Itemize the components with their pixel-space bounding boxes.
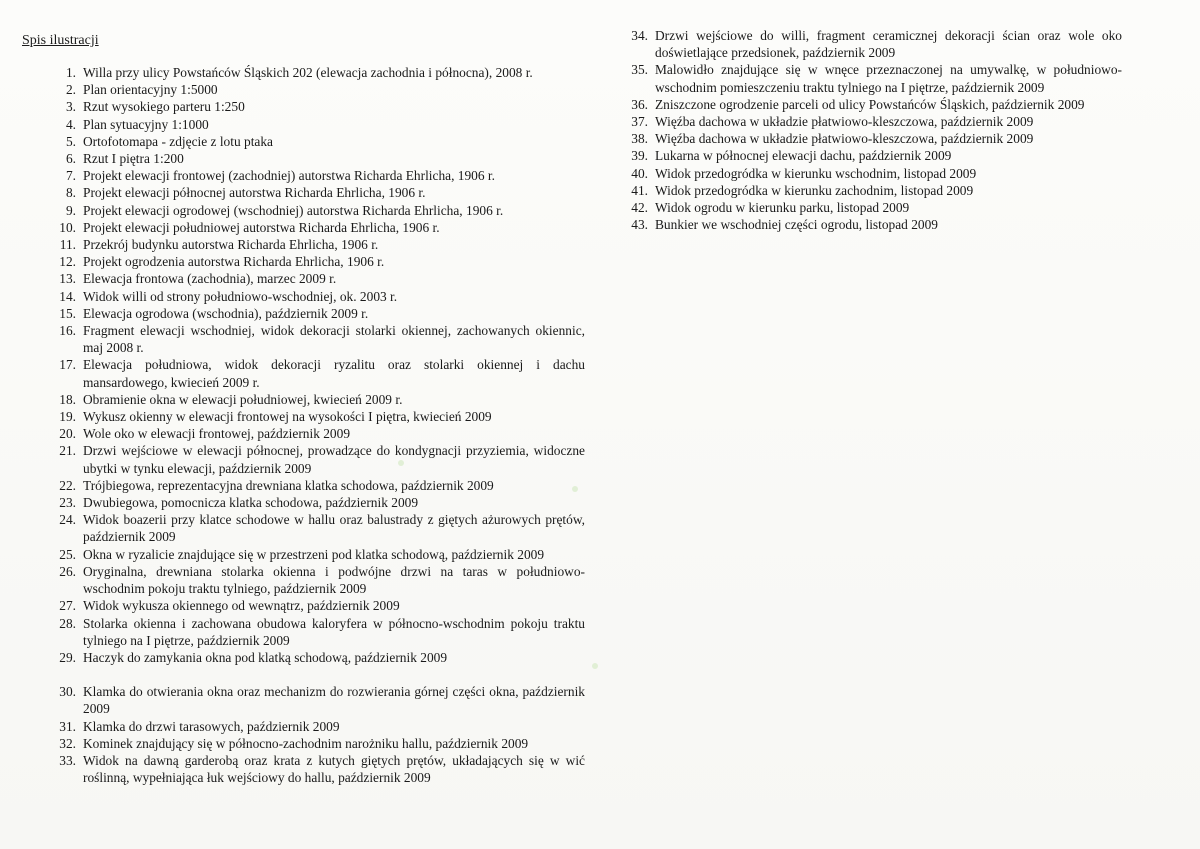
item-number: 23. — [59, 495, 76, 511]
list-item — [612, 199, 1122, 216]
list-item — [40, 718, 585, 735]
item-number: 2. — [65, 82, 76, 98]
list-item — [40, 133, 585, 150]
item-number: 38. — [631, 131, 648, 147]
list-item — [40, 305, 585, 322]
list-item — [40, 253, 585, 270]
item-caption: Widok boazerii przy klatce schodowe w hallu oraz balustrady z giętych ażurowych prętów, październik 2009 — [83, 512, 585, 545]
item-caption: Malowidło znajdujące się w wnęce przeznaczonej na umywalkę, w południowo-wschodnim pomieszczeniu traktu tylniego na I piętrze, październik 2009 — [655, 62, 1122, 95]
list-item — [40, 219, 585, 236]
list-item — [40, 477, 585, 494]
item-number: 27. — [59, 598, 76, 614]
item-caption: Elewacja południowa, widok dekoracji ryzalitu oraz stolarki okiennej i dachu mansardowego, kwiecień 2009 r. — [83, 357, 585, 390]
item-number: 8. — [65, 185, 76, 201]
item-number: 16. — [59, 323, 76, 339]
list-item — [40, 150, 585, 167]
item-caption: Widok ogrodu w kierunku parku, listopad 2009 — [655, 200, 910, 216]
item-number: 17. — [59, 357, 76, 373]
item-caption: Oryginalna, drewniana stolarka okienna i podwójne drzwi na taras w południowo-wschodnim pokoju traktu tylniego, październik 2009 — [83, 563, 585, 597]
list-item — [40, 683, 585, 717]
item-number: 30. — [59, 684, 76, 700]
item-number: 11. — [59, 237, 76, 253]
list-item — [40, 288, 585, 305]
item-caption: Wykusz okienny w elewacji frontowej na wysokości I piętra, kwiecień 2009 — [83, 409, 492, 425]
item-number: 29. — [59, 649, 76, 665]
list-item — [40, 425, 585, 442]
list-item — [612, 130, 1122, 147]
item-number: 31. — [59, 718, 76, 734]
item-number: 40. — [631, 165, 648, 181]
item-number: 32. — [59, 735, 76, 751]
item-caption: Widok przedogródka w kierunku wschodnim, listopad 2009 — [655, 165, 977, 181]
document-title: Spis ilustracji — [22, 33, 99, 48]
list-item — [40, 322, 585, 356]
item-caption: Projekt ogrodzenia autorstwa Richarda Ehrlicha, 1906 r. — [83, 254, 385, 270]
list-item — [40, 735, 585, 752]
item-number: 22. — [59, 477, 76, 493]
item-caption: Stolarka okienna i zachowana obudowa kaloryfera w północno-wschodnim pokoju traktu tylniego na I piętrze, październik 2009 — [83, 615, 585, 648]
scan-smudge — [592, 663, 598, 669]
item-caption: Lukarna w północnej elewacji dachu, październik 2009 — [655, 148, 952, 164]
list-item — [40, 408, 585, 425]
item-caption: Rzut I piętra 1:200 — [83, 151, 184, 167]
item-number: 37. — [631, 114, 648, 130]
item-number: 13. — [59, 271, 76, 287]
list-item — [40, 81, 585, 98]
item-caption: Zniszczone ogrodzenie parceli od ulicy Powstańców Śląskich, październik 2009 — [655, 96, 1085, 112]
item-caption: Więźba dachowa w układzie płatwiowo-kleszczowa, październik 2009 — [655, 131, 1034, 147]
left-column-list — [40, 64, 585, 786]
item-caption: Projekt elewacji frontowej (zachodniej) autorstwa Richarda Ehrlicha, 1906 r. — [83, 168, 495, 184]
item-caption: Klamka do drzwi tarasowych, październik 2009 — [83, 718, 340, 734]
item-caption: Kominek znajdujący się w północno-zachodnim narożniku hallu, październik 2009 — [83, 735, 529, 751]
list-item — [40, 442, 585, 476]
item-caption: Willa przy ulicy Powstańców Śląskich 202 (elewacja zachodnia i północna), 2008 r. — [83, 65, 533, 80]
item-caption: Elewacja ogrodowa (wschodnia), październik 2009 r. — [83, 305, 369, 321]
item-caption: Widok wykusza okiennego od wewnątrz, październik 2009 — [83, 598, 400, 614]
list-item — [40, 494, 585, 511]
item-number: 36. — [631, 96, 648, 112]
item-number: 3. — [65, 99, 76, 115]
item-caption: Trójbiegowa, reprezentacyjna drewniana klatka schodowa, październik 2009 — [83, 477, 494, 493]
list-item — [40, 98, 585, 115]
item-caption: Plan sytuacyjny 1:1000 — [83, 116, 209, 132]
item-number: 42. — [631, 200, 648, 216]
list-item — [612, 27, 1122, 61]
list-item — [612, 182, 1122, 199]
list-item — [612, 216, 1122, 233]
list-item — [40, 236, 585, 253]
list-item — [612, 147, 1122, 164]
list-item — [40, 64, 585, 81]
list-item — [612, 96, 1122, 113]
item-number: 25. — [59, 546, 76, 562]
item-caption: Więźba dachowa w układzie płatwiowo-kleszczowa, październik 2009 — [655, 114, 1034, 130]
list-item — [40, 597, 585, 614]
item-caption: Widok przedogródka w kierunku zachodnim, listopad 2009 — [655, 182, 974, 198]
item-number: 34. — [631, 28, 648, 43]
item-number: 4. — [65, 116, 76, 132]
list-item — [40, 167, 585, 184]
item-number: 24. — [59, 512, 76, 528]
item-caption: Bunkier we wschodniej części ogrodu, listopad 2009 — [655, 217, 939, 233]
list-item — [40, 752, 585, 786]
item-caption: Projekt elewacji północnej autorstwa Richarda Ehrlicha, 1906 r. — [83, 185, 426, 201]
item-number: 6. — [65, 151, 76, 167]
item-caption: Projekt elewacji ogrodowej (wschodniej) autorstwa Richarda Ehrlicha, 1906 r. — [83, 202, 504, 218]
list-item — [40, 546, 585, 563]
list-item — [40, 356, 585, 390]
item-number: 15. — [59, 305, 76, 321]
list-item — [612, 165, 1122, 182]
item-number: 1. — [65, 65, 76, 80]
list-item — [612, 113, 1122, 130]
item-caption: Wole oko w elewacji frontowej, październik 2009 — [83, 426, 351, 442]
item-caption: Ortofotomapa - zdjęcie z lotu ptaka — [83, 133, 273, 149]
list-item — [40, 202, 585, 219]
item-number: 9. — [65, 202, 76, 218]
list-item — [40, 184, 585, 201]
list-item — [40, 116, 585, 133]
item-caption: Elewacja frontowa (zachodnia), marzec 2009 r. — [83, 271, 337, 287]
item-caption: Projekt elewacji południowej autorstwa Richarda Ehrlicha, 1906 r. — [83, 219, 440, 235]
list-item — [40, 270, 585, 287]
item-number: 35. — [631, 62, 648, 78]
item-caption: Przekrój budynku autorstwa Richarda Ehrlicha, 1906 r. — [83, 237, 379, 253]
list-item — [40, 649, 585, 666]
item-number: 7. — [65, 168, 76, 184]
scan-smudge — [398, 460, 404, 466]
list-item — [40, 511, 585, 545]
item-number: 28. — [59, 615, 76, 631]
item-number: 20. — [59, 426, 76, 442]
item-number: 26. — [59, 563, 76, 579]
item-number: 33. — [59, 752, 76, 768]
item-caption: Widok na dawną garderobą oraz krata z kutych giętych prętów, układających się w wić roślinną, wypełniająca łuk wejściowy do hallu, październik 2009 — [83, 752, 585, 786]
item-caption: Dwubiegowa, pomocnicza klatka schodowa, październik 2009 — [83, 495, 419, 511]
item-caption: Fragment elewacji wschodniej, widok dekoracji stolarki okiennej, zachowanych okiennic, maj 2008 r. — [83, 323, 585, 356]
item-number: 5. — [65, 133, 76, 149]
item-caption: Widok willi od strony południowo-wschodniej, ok. 2003 r. — [83, 288, 398, 304]
item-number: 39. — [631, 148, 648, 164]
item-caption: Drzwi wejściowe w elewacji północnej, prowadzące do kondygnacji przyziemia, widoczne ubytki w tynku elewacji, październik 2009 — [83, 443, 585, 476]
item-caption: Drzwi wejściowe do willi, fragment ceramicznej dekoracji ścian oraz wole oko doświetlające przedsionek, październik 2009 — [655, 28, 1122, 61]
item-number: 14. — [59, 288, 76, 304]
list-item — [612, 61, 1122, 95]
item-caption: Haczyk do zamykania okna pod klatką schodową, październik 2009 — [83, 649, 448, 665]
item-number: 10. — [59, 219, 76, 235]
list-item — [40, 563, 585, 597]
item-number: 21. — [59, 443, 76, 459]
item-number: 18. — [59, 391, 76, 407]
item-number: 43. — [631, 217, 648, 233]
item-caption: Okna w ryzalicie znajdujące się w przestrzeni pod klatka schodową, październik 2009 — [83, 546, 545, 562]
right-column-list — [612, 27, 1122, 233]
item-caption: Klamka do otwierania okna oraz mechanizm do rozwierania górnej części okna, październik 2009 — [83, 684, 585, 717]
list-item — [40, 391, 585, 408]
item-number: 41. — [631, 182, 648, 198]
list-item — [40, 615, 585, 649]
item-caption: Obramienie okna w elewacji południowej, kwiecień 2009 r. — [83, 391, 403, 407]
item-caption: Rzut wysokiego parteru 1:250 — [83, 99, 245, 115]
item-number: 19. — [59, 409, 76, 425]
item-caption: Plan orientacyjny 1:5000 — [83, 82, 218, 98]
scan-smudge — [572, 486, 578, 492]
item-number: 12. — [59, 254, 76, 270]
